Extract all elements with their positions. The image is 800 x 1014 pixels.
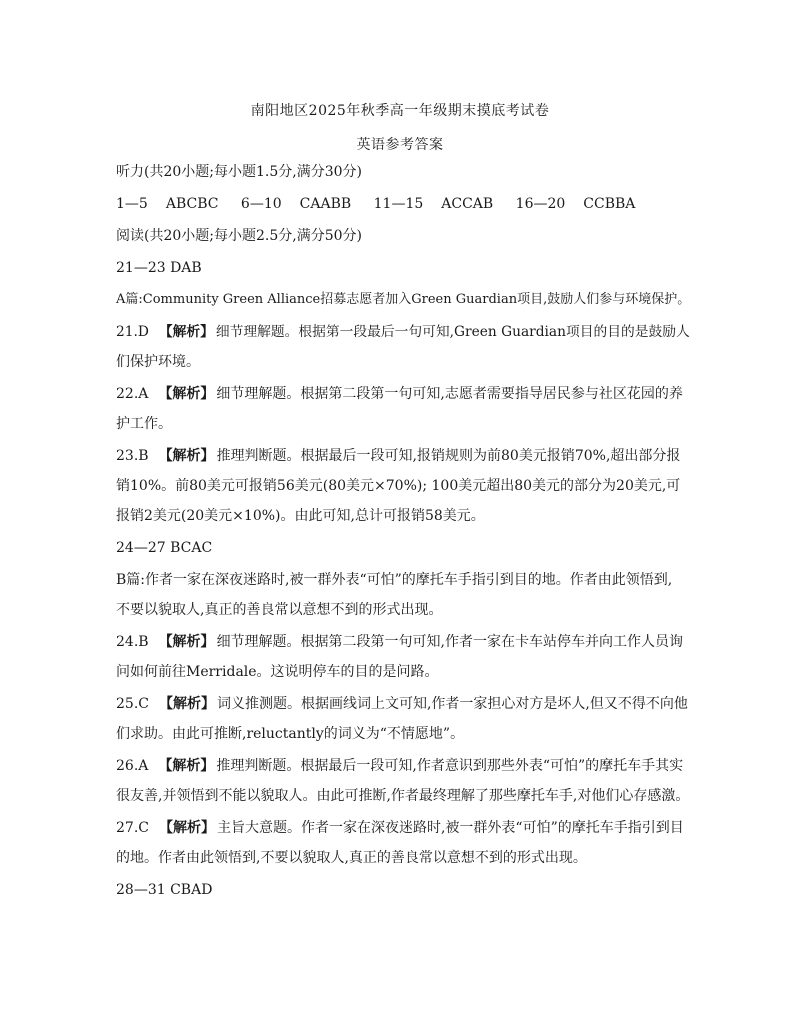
question-number: 25.C	[116, 696, 149, 712]
explanation-25-cont: 们求助。由此可推断,reluctantly的词义为“不情愿地”。	[116, 726, 465, 742]
listening-heading: 听力(共20小题;每小题1.5分,满分30分)	[116, 164, 362, 180]
question-number: 23.B	[116, 448, 149, 464]
analysis-tag: 【解析】	[158, 820, 215, 836]
question-number: 24.B	[116, 634, 149, 650]
explanation-text: 细节理解题。根据第一段最后一句可知,Green Guardian项目的目的是鼓励人	[215, 324, 690, 340]
question-number: 27.C	[116, 820, 149, 836]
explanation-22-cont: 护工作。	[116, 416, 172, 432]
explanation-23	[116, 446, 694, 466]
explanation-26-cont: 很友善,并领悟到不能以貌取人。由此可推断,作者最终理解了那些摩托车手,对他们心存感激。	[116, 788, 690, 804]
explanation-text: 主旨大意题。作者一家在深夜迷路时,被一群外表“可怕”的摩托车手指引到目	[216, 820, 684, 836]
question-number: 21.D	[116, 324, 149, 340]
listening-answer: CCBBA	[583, 196, 636, 212]
passage-b-range: 24—27 BCAC	[116, 540, 213, 556]
explanation-27-cont: 的地。作者由此领悟到,不要以貌取人,真正的善良常以意想不到的形式出现。	[116, 850, 587, 866]
explanation-text: 细节理解题。根据第二段第一句可知,志愿者需要指导居民参与社区花园的养	[216, 386, 683, 402]
question-number: 26.A	[116, 758, 149, 774]
explanation-24-cont: 问如何前往Merridale。这说明停车的目的是问路。	[116, 664, 439, 680]
explanation-text: 细节理解题。根据第二段第一句可知,作者一家在卡车站停车并向工作人员询	[216, 634, 684, 650]
listening-answer: ACCAB	[441, 196, 494, 212]
page-title: 南阳地区2025年秋季高一年级期末摸底考试卷	[250, 103, 550, 119]
analysis-tag: 【解析】	[158, 758, 215, 774]
passage-a-summary: A篇:Community Green Alliance招募志愿者加入Green Guardian项目,鼓励人们参与环境保护。	[116, 292, 691, 307]
listening-answer: ABCBC	[165, 196, 219, 212]
page-subtitle: 英语参考答案	[356, 137, 444, 153]
passage-c-range: 28—31 CBAD	[116, 882, 213, 898]
analysis-tag: 【解析】	[158, 696, 215, 712]
explanation-27	[116, 818, 694, 838]
analysis-tag: 【解析】	[158, 386, 215, 402]
listening-range: 1—5	[116, 196, 148, 212]
explanation-21-cont: 们保护环境。	[116, 354, 200, 370]
explanation-25	[116, 694, 694, 714]
passage-a-range: 21—23 DAB	[116, 260, 202, 276]
explanation-22	[116, 384, 694, 404]
passage-b-summary: B篇:作者一家在深夜迷路时,被一群外表“可怕”的摩托车手指引到目的地。作者由此领悟到,	[116, 572, 673, 588]
explanation-text: 推理判断题。根据最后一段可知,报销规则为前80美元报销70%,超出部分报	[216, 448, 681, 464]
listening-range: 6—10	[240, 196, 282, 212]
analysis-tag: 【解析】	[158, 324, 214, 340]
listening-range: 11—15	[373, 196, 424, 212]
passage-b-summary-cont: 不要以貌取人,真正的善良常以意想不到的形式出现。	[116, 602, 443, 618]
listening-answer: CAABB	[299, 196, 352, 212]
explanation-23-cont: 销10%。前80美元可报销56美元(80美元×70%); 100美元超出80美元的部分为20美元,可	[116, 478, 681, 494]
listening-range: 16—20	[515, 196, 566, 212]
explanation-26	[116, 756, 694, 776]
analysis-tag: 【解析】	[158, 634, 215, 650]
question-number: 22.A	[116, 386, 149, 402]
reading-heading: 阅读(共20小题;每小题2.5分,满分50分)	[116, 228, 362, 244]
explanation-24	[116, 632, 694, 652]
analysis-tag: 【解析】	[158, 448, 215, 464]
explanation-text: 推理判断题。根据最后一段可知,作者意识到那些外表“可怕”的摩托车手其实	[216, 758, 684, 774]
explanation-21	[116, 322, 694, 342]
explanation-23-cont: 报销2美元(20美元×10%)。由此可知,总计可报销58美元。	[116, 508, 485, 524]
listening-answers	[116, 194, 694, 214]
explanation-text: 词义推测题。根据画线词上文可知,作者一家担心对方是坏人,但又不得不向他	[216, 696, 688, 712]
